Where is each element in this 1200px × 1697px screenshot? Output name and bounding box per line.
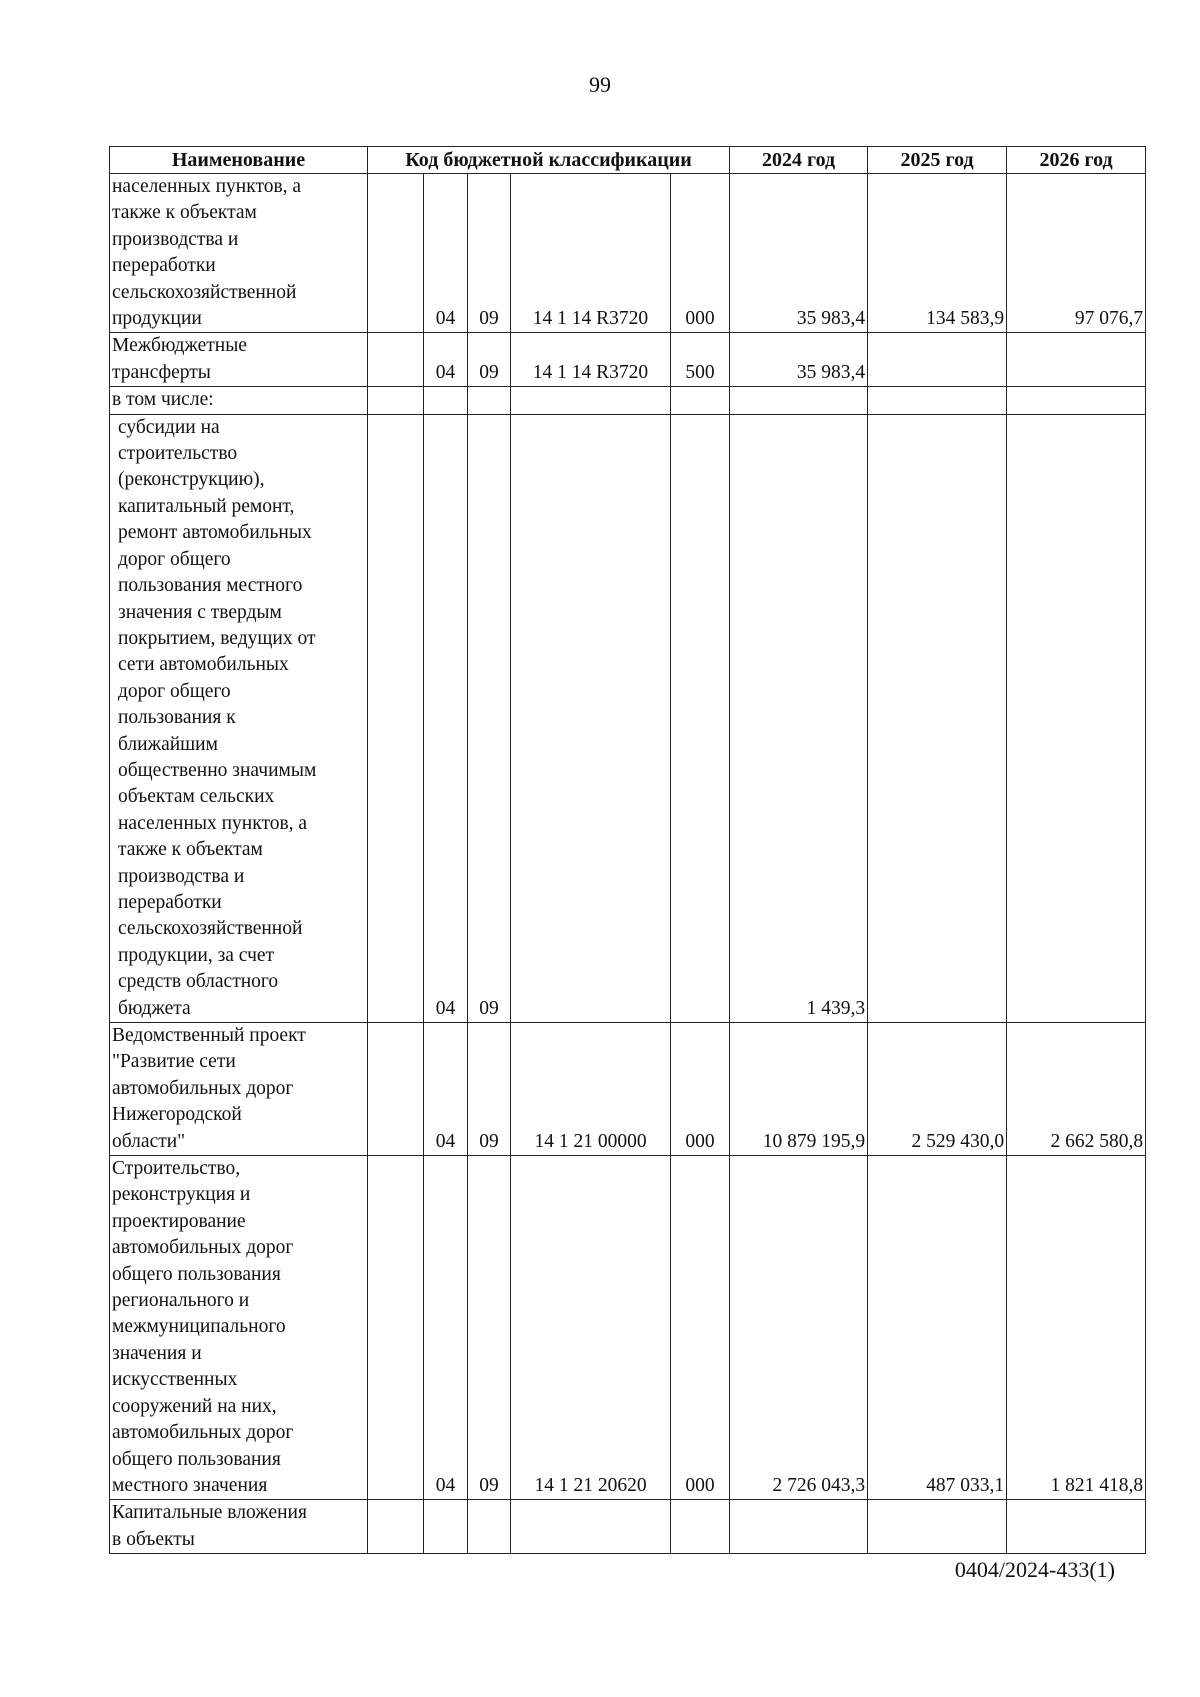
header-row bbox=[110, 147, 1146, 174]
cell-y2026: 2 662 580,8 bbox=[1007, 1023, 1146, 1156]
cell-name: в том числе: bbox=[110, 387, 368, 414]
cell-c4 bbox=[511, 387, 671, 414]
cell-c3 bbox=[468, 387, 511, 414]
cell-y2024: 1 439,3 bbox=[730, 414, 868, 1022]
table-row bbox=[110, 414, 1146, 1022]
cell-y2025 bbox=[868, 1500, 1007, 1554]
cell-y2025 bbox=[868, 414, 1007, 1022]
table-row bbox=[110, 333, 1146, 387]
cell-c1 bbox=[368, 414, 424, 1022]
header-name: Наименование bbox=[110, 147, 368, 174]
cell-y2024: 10 879 195,9 bbox=[730, 1023, 868, 1156]
cell-y2025: 487 033,1 bbox=[868, 1156, 1007, 1500]
cell-c3: 09 bbox=[468, 1023, 511, 1156]
cell-y2026 bbox=[1007, 1500, 1146, 1554]
cell-name: Межбюджетные трансферты bbox=[110, 333, 368, 387]
document-code: 0404/2024-433(1) bbox=[954, 1557, 1115, 1582]
table-body bbox=[110, 174, 1146, 1554]
cell-name: населенных пунктов, а также к объектам производства и переработки сельскохозяйственной продукции bbox=[110, 174, 368, 333]
cell-c5 bbox=[671, 387, 730, 414]
cell-y2025 bbox=[868, 387, 1007, 414]
cell-y2025: 134 583,9 bbox=[868, 174, 1007, 333]
cell-c2 bbox=[424, 387, 468, 414]
cell-c4: 14 1 21 00000 bbox=[511, 1023, 671, 1156]
cell-name: субсидии на строительство (реконструкцию), капитальный ремонт, ремонт автомобильных дорог общего пользования местного значения с твердым покрытием, ведущих от сети автомобильных дорог общего пользования к ближайшим общественно значимым объектам сельских населенных пунктов, а также к объектам производства и переработки сельскохозяйственной продукции, за счет средств областного бюджета bbox=[110, 414, 368, 1022]
cell-c4 bbox=[511, 1500, 671, 1554]
cell-name: Капитальные вложения в объекты bbox=[110, 1500, 368, 1554]
cell-c4 bbox=[511, 414, 671, 1022]
cell-y2024: 35 983,4 bbox=[730, 174, 868, 333]
cell-name: Ведомственный проект "Развитие сети автомобильных дорог Нижегородской области" bbox=[110, 1023, 368, 1156]
cell-c5 bbox=[671, 1500, 730, 1554]
cell-c1 bbox=[368, 174, 424, 333]
cell-y2026: 97 076,7 bbox=[1007, 174, 1146, 333]
cell-c1 bbox=[368, 333, 424, 387]
cell-y2024 bbox=[730, 387, 868, 414]
cell-y2024: 35 983,4 bbox=[730, 333, 868, 387]
header-2025: 2025 год bbox=[868, 147, 1007, 174]
cell-y2025: 2 529 430,0 bbox=[868, 1023, 1007, 1156]
table-row bbox=[110, 1500, 1146, 1554]
cell-y2026 bbox=[1007, 414, 1146, 1022]
cell-y2025 bbox=[868, 333, 1007, 387]
cell-c2 bbox=[424, 1500, 468, 1554]
cell-c1 bbox=[368, 1156, 424, 1500]
cell-c4: 14 1 21 20620 bbox=[511, 1156, 671, 1500]
table-row bbox=[110, 1156, 1146, 1500]
header-code: Код бюджетной классификации bbox=[368, 147, 730, 174]
cell-c1 bbox=[368, 1023, 424, 1156]
cell-y2026 bbox=[1007, 387, 1146, 414]
header-2024: 2024 год bbox=[730, 147, 868, 174]
header-2026: 2026 год bbox=[1007, 147, 1146, 174]
cell-c3: 09 bbox=[468, 414, 511, 1022]
cell-c4: 14 1 14 R3720 bbox=[511, 174, 671, 333]
page-number: 99 bbox=[589, 72, 611, 97]
cell-c5: 000 bbox=[671, 174, 730, 333]
cell-c2: 04 bbox=[424, 1156, 468, 1500]
cell-c3: 09 bbox=[468, 174, 511, 333]
cell-c2: 04 bbox=[424, 174, 468, 333]
cell-c1 bbox=[368, 387, 424, 414]
cell-c3: 09 bbox=[468, 333, 511, 387]
cell-c5: 500 bbox=[671, 333, 730, 387]
cell-y2024: 2 726 043,3 bbox=[730, 1156, 868, 1500]
cell-c5 bbox=[671, 414, 730, 1022]
table-row bbox=[110, 174, 1146, 333]
cell-y2024 bbox=[730, 1500, 868, 1554]
cell-c2: 04 bbox=[424, 333, 468, 387]
cell-c3: 09 bbox=[468, 1156, 511, 1500]
table-row bbox=[110, 387, 1146, 414]
cell-c5: 000 bbox=[671, 1023, 730, 1156]
table-row bbox=[110, 1023, 1146, 1156]
budget-table bbox=[109, 146, 1146, 1554]
cell-y2026: 1 821 418,8 bbox=[1007, 1156, 1146, 1500]
cell-c4: 14 1 14 R3720 bbox=[511, 333, 671, 387]
cell-c5: 000 bbox=[671, 1156, 730, 1500]
cell-c3 bbox=[468, 1500, 511, 1554]
cell-c2: 04 bbox=[424, 1023, 468, 1156]
cell-name: Строительство, реконструкция и проектирование автомобильных дорог общего пользования регионального и межмуниципального значения и искусственных сооружений на них, автомобильных дорог общего пользования местного значения bbox=[110, 1156, 368, 1500]
cell-c1 bbox=[368, 1500, 424, 1554]
cell-c2: 04 bbox=[424, 414, 468, 1022]
cell-y2026 bbox=[1007, 333, 1146, 387]
